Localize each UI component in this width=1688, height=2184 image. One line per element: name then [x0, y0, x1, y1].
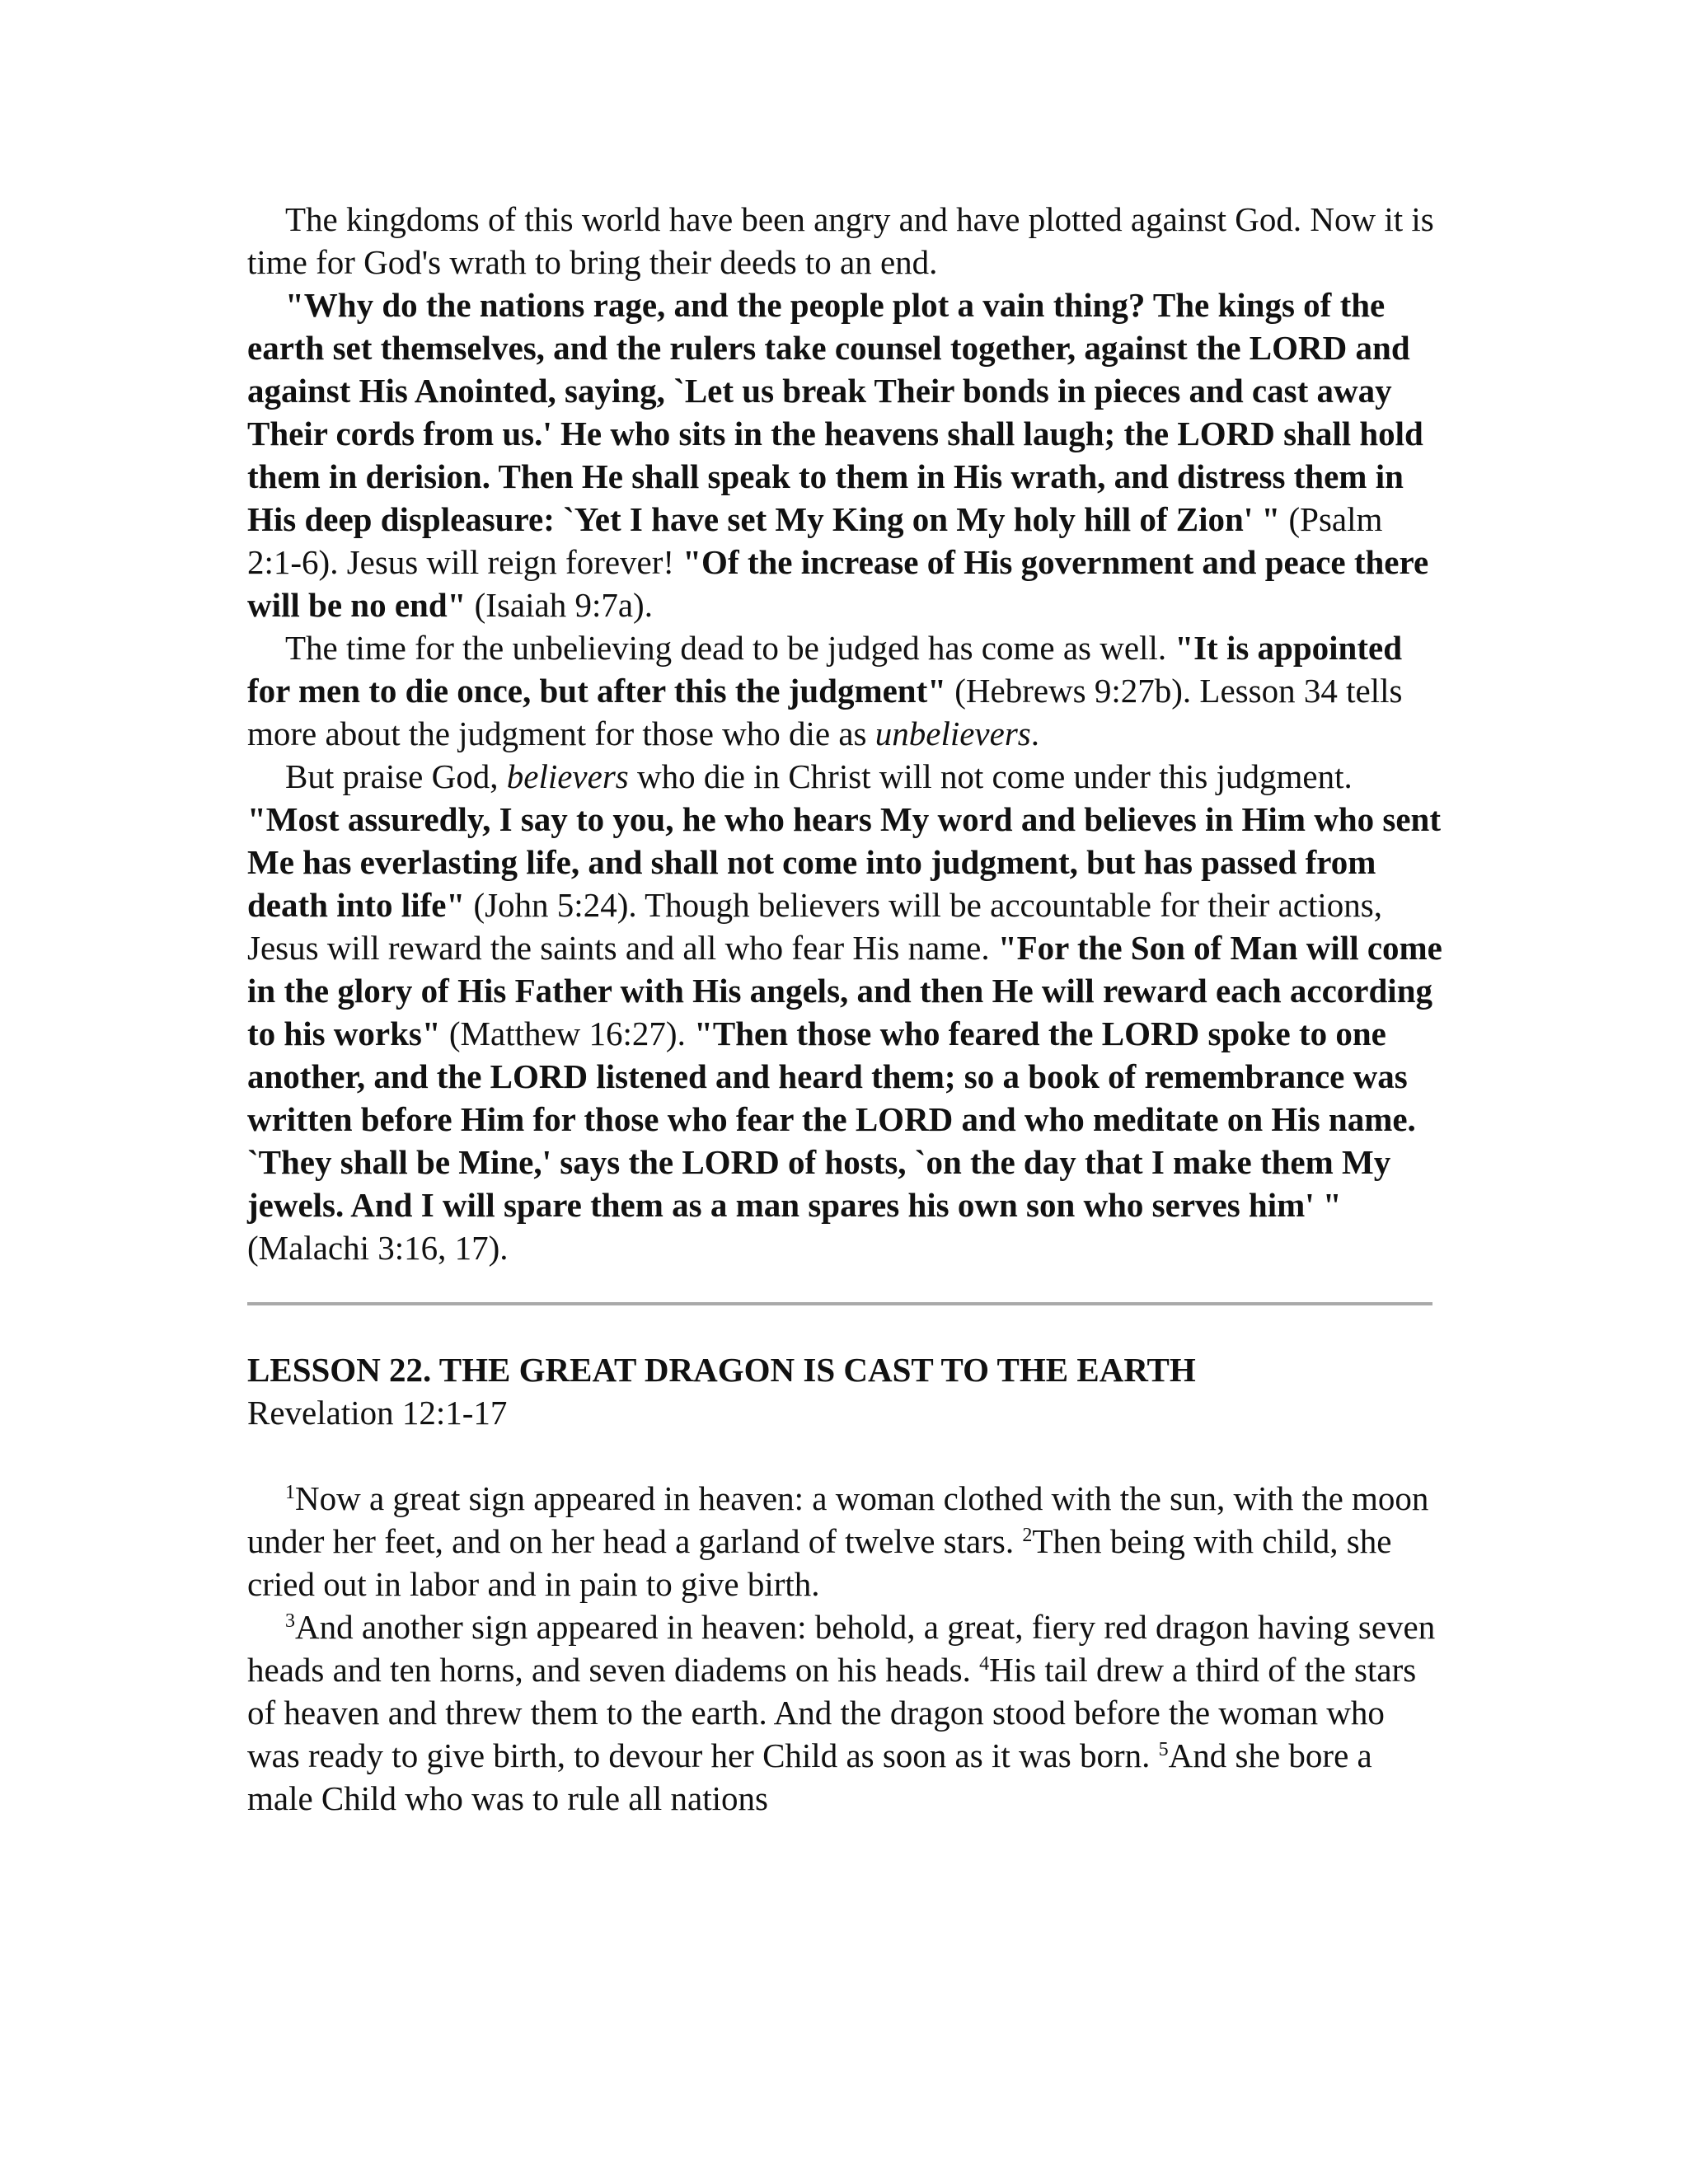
spacer — [247, 1434, 1442, 1477]
verse-number: 1 — [285, 1482, 295, 1503]
verse-number: 4 — [979, 1653, 990, 1675]
verse-text: And another sign appeared in heaven: behold, a great, fiery red dragon having seven heads and ten horns, and seven diadems on his heads. — [247, 1608, 1436, 1689]
scripture-quote: "Most assuredly, I say to you, he who hears My word and believes in Him who sent Me has everlasting life, and shall not come into judgment, but has passed from death into life" — [247, 800, 1441, 924]
verse-text: And she bore a male Child who was to rule all nations — [247, 1736, 1372, 1817]
verse-number: 2 — [1022, 1525, 1033, 1546]
paragraph-psalm-quote — [247, 284, 1442, 626]
verse-number: 5 — [1158, 1739, 1169, 1760]
paragraph-believers — [247, 755, 1442, 1269]
paragraph-kingdoms — [247, 198, 1442, 284]
scripture-quote: "For the Son of Man will come in the glory of His Father with His angels, and then He will reward each according to his works" — [247, 929, 1442, 1052]
verse-text: Now a great sign appeared in heaven: a woman clothed with the sun, with the moon under her feet, and on her head a garland of twelve stars. — [247, 1479, 1429, 1560]
paragraph-text: . — [1030, 715, 1039, 752]
paragraph-text: (Malachi 3:16, 17). — [247, 1229, 509, 1267]
document-page — [247, 198, 1442, 1820]
citation-text: (Psalm 2:1-6). Jesus will reign forever! — [247, 500, 1383, 581]
paragraph-text: (Matthew 16:27). — [440, 1015, 695, 1052]
verse-text: His tail drew a third of the stars of heaven and threw them to the earth. And the dragon stood before the woman who was ready to give birth, to devour her Child as soon as it was born. — [247, 1651, 1417, 1774]
verse-number: 3 — [285, 1610, 295, 1632]
scripture-quote: "It is appointed for men to die once, but after this the judgment" — [247, 629, 1403, 710]
paragraph-text: But praise God, — [285, 757, 507, 795]
scripture-quote: "Of the increase of His government and peace there will be no end" — [247, 543, 1429, 624]
paragraph-judgment — [247, 626, 1442, 755]
paragraph-text: The time for the unbelieving dead to be judged has come as well. — [285, 629, 1175, 667]
paragraph-text: (Hebrews 9:27b). Lesson 34 tells more about the judgment for those who die as — [247, 672, 1403, 752]
paragraph-text: who die in Christ will not come under this judgment. — [628, 757, 1353, 795]
scripture-quote: "Then those who feared the LORD spoke to one another, and the LORD listened and heard them; so a book of remembrance was written before Him for those who fear the LORD and who meditate on His name. `They shall be Mine,' says the LORD of hosts, `on the day that I make them My jewels. And I will spare them as a man spares his own son who serves him' " — [247, 1015, 1416, 1224]
scripture-verses-1-2 — [247, 1477, 1442, 1605]
paragraph-text: The kingdoms of this world have been angry and have plotted against God. Now it is time for God's wrath to bring their deeds to an end. — [247, 200, 1434, 281]
lesson-reference: Revelation 12:1-17 — [247, 1394, 508, 1432]
citation-text: (Isaiah 9:7a). — [466, 586, 653, 624]
paragraph-text: (John 5:24). Though believers will be accountable for their actions, Jesus will reward the saints and all who fear His name. — [247, 886, 1382, 967]
emphasis-text: unbelievers — [874, 715, 1031, 752]
scripture-quote: "Why do the nations rage, and the people plot a vain thing? The kings of the earth set themselves, and the rulers take counsel together, against the LORD and against His Anointed, saying, `Let us break Their bonds in pieces and cast away Their cords from us.' He who sits in the heavens shall laugh; the LORD shall hold them in derision. Then He shall speak to them in His wrath, and distress them in His deep displeasure: `Yet I have set My King on My holy hill of Zion' " — [247, 286, 1423, 538]
lesson-title: LESSON 22. THE GREAT DRAGON IS CAST TO THE EARTH — [247, 1351, 1196, 1389]
section-divider — [247, 1302, 1432, 1305]
scripture-verses-3-5 — [247, 1605, 1442, 1820]
verse-text: Then being with child, she cried out in labor and in pain to give birth. — [247, 1522, 1392, 1603]
emphasis-text: believers — [506, 757, 629, 795]
